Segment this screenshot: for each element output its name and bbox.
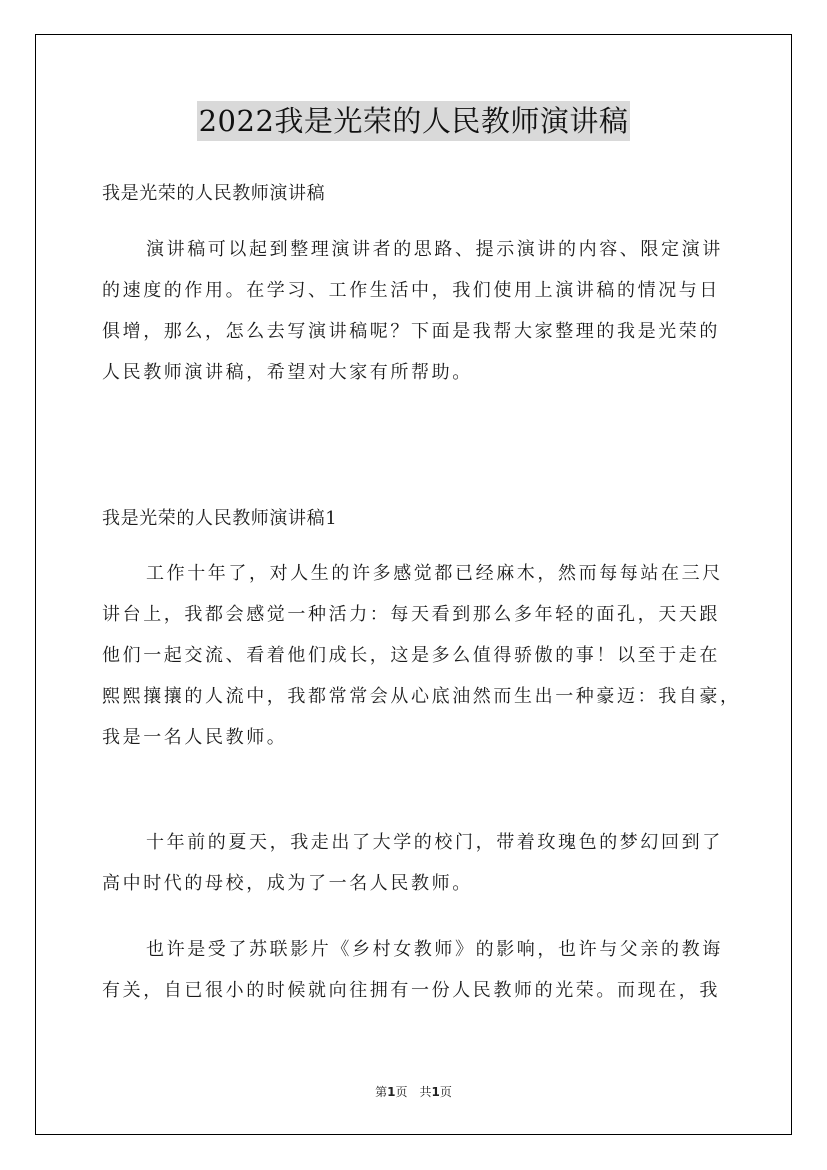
paragraph-line: 有关，自已很小的时候就向往拥有一份人民教师的光荣。而现在，我 (102, 980, 720, 1001)
intro-paragraph (102, 229, 732, 393)
paragraph-line: 他们一起交流、看着他们成长，这是多么值得骄傲的事！以至于走在 (102, 645, 720, 666)
paragraph-line: 我是一名人民教师。 (102, 727, 288, 748)
paragraph-line: 工作十年了，对人生的许多感觉都已经麻木，然而每每站在三尺 (146, 563, 723, 584)
paragraph-line: 演讲稿可以起到整理演讲者的思路、提示演讲的内容、限定演讲 (146, 239, 723, 260)
page-footer (0, 1084, 827, 1100)
paragraph-2 (102, 822, 732, 904)
paragraph-line: 熙熙攘攘的人流中，我都常常会从心底油然而生出一种豪迈：我自豪， (102, 686, 741, 707)
paragraph-line: 的速度的作用。在学习、工作生活中，我们使用上演讲稿的情况与日 (102, 280, 720, 301)
footer-suffix: 页 (439, 1085, 452, 1099)
paragraph-line: 十年前的夏天，我走出了大学的校门，带着玫瑰色的梦幻回到了 (146, 832, 723, 853)
paragraph-line: 人民教师演讲稿，希望对大家有所帮助。 (102, 362, 473, 383)
paragraph-3 (102, 929, 732, 1011)
document-subtitle: 我是光荣的人民教师演讲稿 (102, 183, 326, 204)
paragraph-line: 俱增，那么，怎么去写演讲稿呢？下面是我帮大家整理的我是光荣的 (102, 321, 720, 342)
paragraph-line: 也许是受了苏联影片《乡村女教师》的影响，也许与父亲的教诲 (146, 939, 723, 960)
footer-current-page: 1 (387, 1085, 396, 1099)
paragraph-line: 讲台上，我都会感觉一种活力：每天看到那么多年轻的面孔，天天跟 (102, 604, 720, 625)
title-container (0, 101, 827, 141)
footer-middle: 页 共 (395, 1085, 432, 1099)
section-heading: 我是光荣的人民教师演讲稿1 (102, 508, 338, 529)
paragraph-line: 高中时代的母校，成为了一名人民教师。 (102, 873, 473, 894)
document-title: 2022我是光荣的人民教师演讲稿 (197, 101, 631, 141)
footer-prefix: 第 (375, 1085, 388, 1099)
footer-total-pages: 1 (431, 1085, 440, 1099)
paragraph-1 (102, 553, 741, 758)
